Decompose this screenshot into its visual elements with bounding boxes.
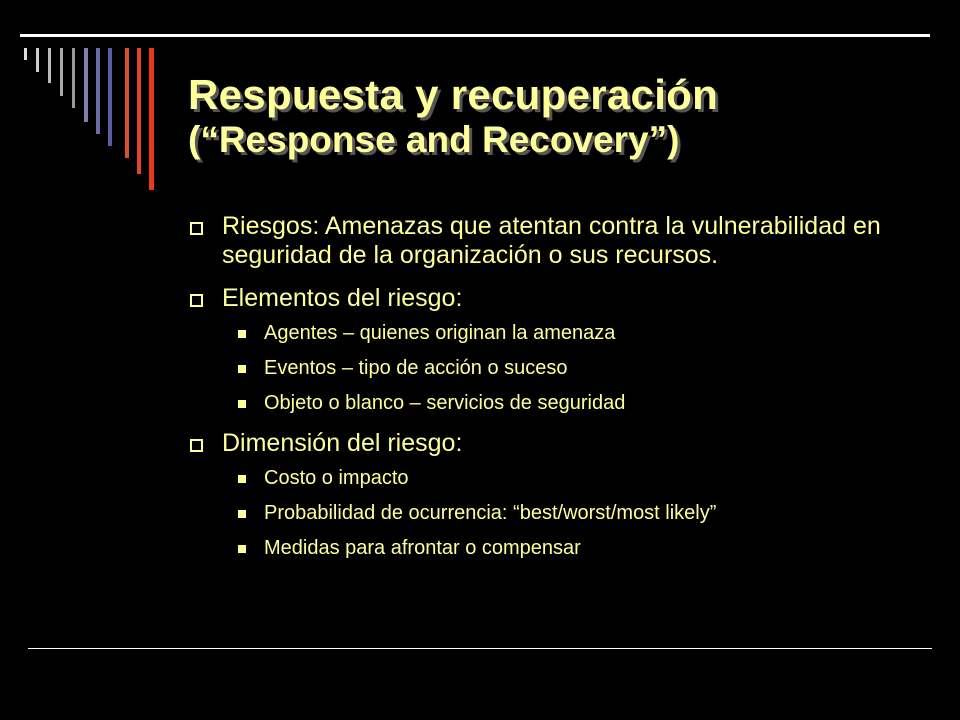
decorative-bars: [0, 0, 160, 200]
deco-bar: [137, 48, 141, 174]
sub-bullet-text: Objeto o blanco – servicios de seguridad: [264, 392, 626, 414]
deco-bar: [60, 48, 63, 96]
sub-bullet: [186, 501, 926, 525]
filled-square-bullet-icon: [238, 475, 246, 483]
filled-square-bullet-icon: [238, 545, 246, 553]
deco-bar: [72, 48, 75, 108]
sub-bullet: [186, 321, 926, 345]
filled-square-bullet-icon: [238, 365, 246, 373]
bullet-list: [186, 212, 926, 560]
bullet-text: Riesgos: Amenazas que atentan contra la vulnerabilidad en seguridad de la organización o sus recursos.: [222, 212, 881, 269]
filled-square-bullet-icon: [238, 330, 246, 338]
bottom-divider: [28, 648, 932, 649]
filled-square-bullet-icon: [238, 510, 246, 518]
deco-bar: [36, 48, 39, 72]
bullet-elementos: [186, 284, 926, 313]
sub-bullet-text: Medidas para afrontar o compensar: [264, 537, 581, 559]
title-line-2: (“Response and Recovery”): [188, 119, 680, 160]
sub-bullet-text: Eventos – tipo de acción o suceso: [264, 357, 568, 379]
sub-bullet-text: Agentes – quienes originan la amenaza: [264, 322, 616, 344]
deco-bar: [108, 48, 112, 146]
hollow-square-bullet-icon: [190, 439, 203, 452]
bullet-text: Elementos del riesgo:: [222, 284, 463, 312]
bullet-text: Dimensión del riesgo:: [222, 429, 463, 457]
deco-bar: [48, 48, 51, 83]
sub-bullet: [186, 356, 926, 380]
sub-bullet-text: Probabilidad de ocurrencia: “best/worst/most likely”: [264, 502, 717, 524]
hollow-square-bullet-icon: [190, 222, 203, 235]
hollow-square-bullet-icon: [190, 294, 203, 307]
deco-bar: [125, 48, 129, 158]
sub-bullet: [186, 391, 926, 415]
bullet-riesgos: [186, 212, 926, 270]
deco-bar: [96, 48, 100, 134]
deco-bar: [149, 48, 154, 190]
sub-bullet: [186, 466, 926, 490]
slide-title: [188, 72, 928, 162]
filled-square-bullet-icon: [238, 400, 246, 408]
sub-bullet: [186, 536, 926, 560]
deco-bar: [24, 48, 27, 60]
title-line-1: Respuesta y recuperación: [188, 71, 719, 118]
deco-bar: [84, 48, 88, 122]
sub-bullet-text: Costo o impacto: [264, 467, 409, 489]
bullet-dimension: [186, 429, 926, 458]
